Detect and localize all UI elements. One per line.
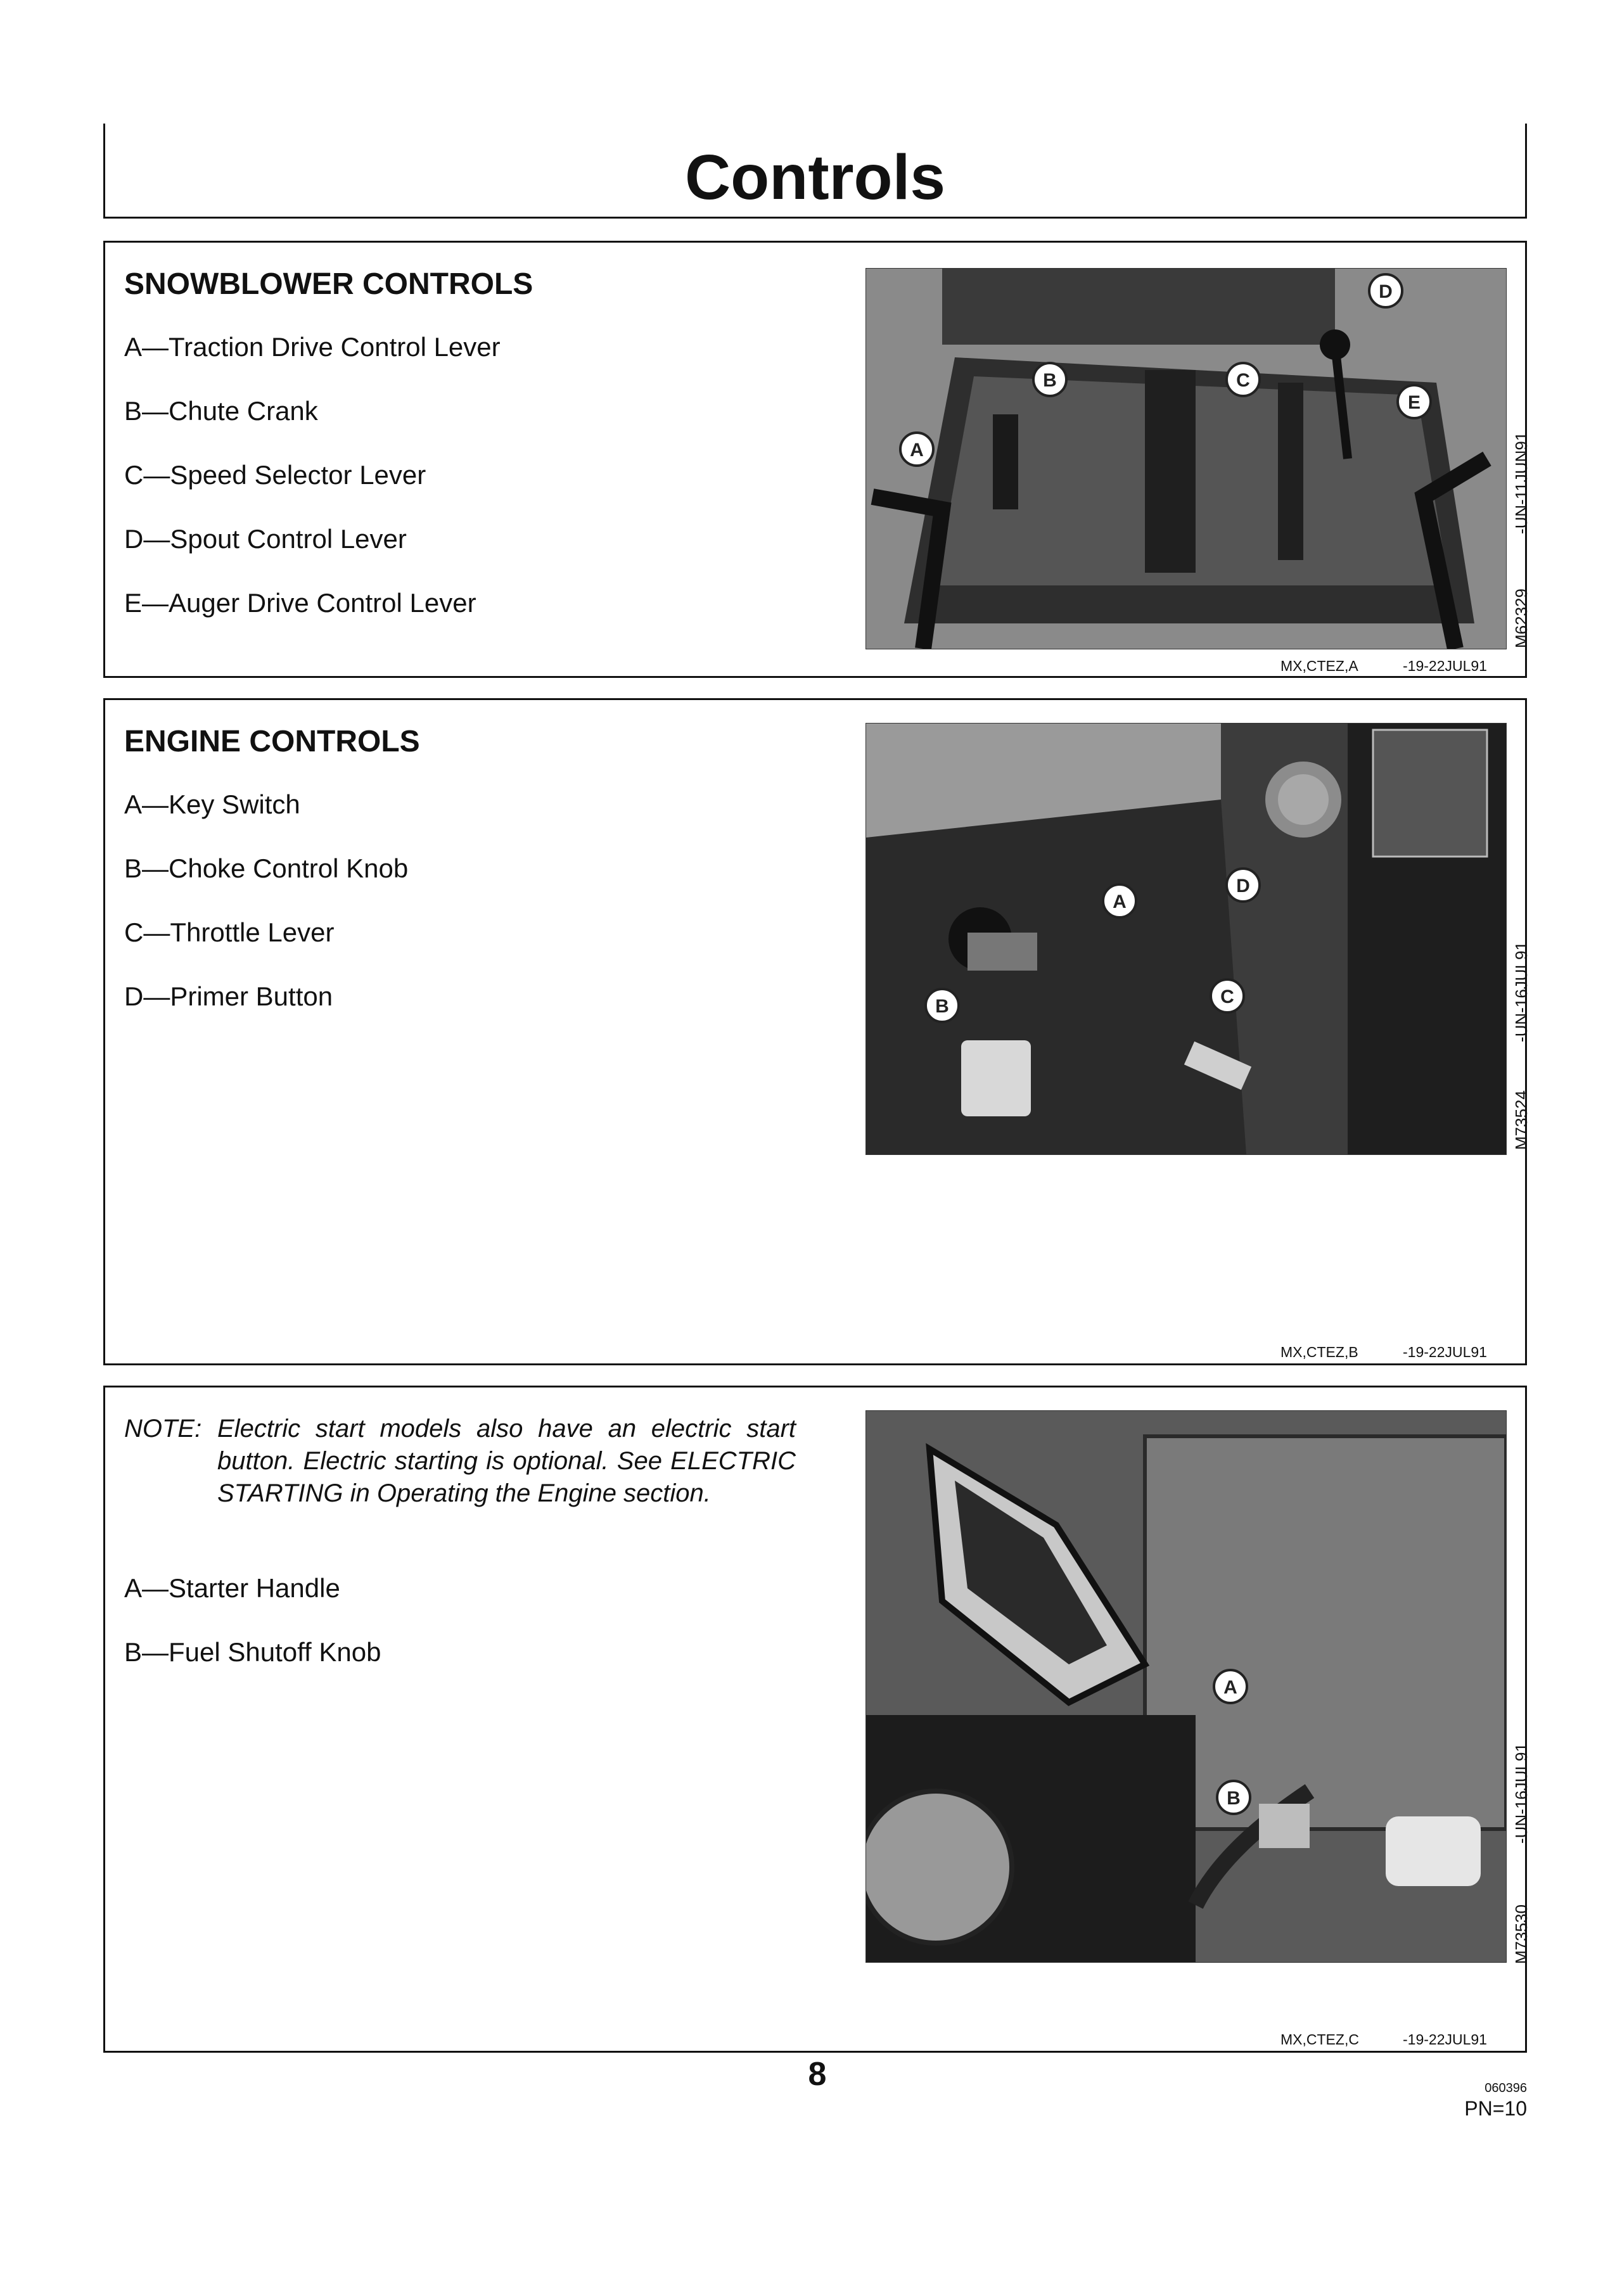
- svg-text:B: B: [1227, 1788, 1241, 1809]
- section-title: ENGINE CONTROLS: [124, 725, 420, 758]
- list-item: C—Throttle Lever: [124, 917, 335, 947]
- svg-text:A: A: [910, 440, 924, 461]
- snowblower-control-panel-photo: [865, 268, 1507, 649]
- note-label: NOTE:: [124, 1415, 202, 1443]
- callout-b: [1217, 1781, 1250, 1814]
- svg-text:D: D: [1236, 876, 1250, 896]
- image-code: M73530: [1512, 1904, 1531, 1964]
- callout-d: [1227, 869, 1260, 902]
- list-item: B—Fuel Shutoff Knob: [124, 1637, 381, 1667]
- engine-controls-section: [103, 698, 1531, 1365]
- callout-a: [900, 433, 933, 466]
- svg-text:A: A: [1223, 1677, 1237, 1698]
- image-date: -UN-16JUL91: [1512, 1743, 1531, 1844]
- engine-side-illustration: [866, 1411, 1506, 1962]
- engine-controls-photo: [865, 723, 1507, 1155]
- note-text: Electric start models also have an electric start button. Electric starting is optional. See ELECTRIC STARTING in Operating the Engine section.: [217, 1415, 796, 1507]
- panel-illustration: [866, 269, 1506, 649]
- image-date: -UN-16JUL91: [1512, 941, 1531, 1042]
- reference-date: -19-22JUL91: [1403, 1344, 1487, 1360]
- reference-code: MX,CTEZ,B: [1280, 1344, 1358, 1360]
- callout-c: [1211, 979, 1244, 1012]
- starter-fuel-section: [103, 1386, 1531, 2053]
- image-code: M73524: [1512, 1090, 1531, 1150]
- callout-c: [1227, 363, 1260, 396]
- list-item: A—Traction Drive Control Lever: [124, 332, 501, 362]
- control-list: [124, 1572, 381, 1700]
- list-item: C—Speed Selector Lever: [124, 460, 426, 490]
- callout-a: [1103, 884, 1136, 917]
- image-date: -UN-11JUN91: [1512, 431, 1531, 534]
- page-number: 8: [808, 2056, 827, 2093]
- svg-text:B: B: [1043, 370, 1057, 391]
- svg-text:D: D: [1379, 281, 1393, 302]
- list-item: A—Key Switch: [124, 789, 300, 819]
- callout-b: [1033, 363, 1066, 396]
- reference-date: -19-22JUL91: [1403, 658, 1487, 674]
- control-list: [124, 331, 501, 651]
- reference-date: -19-22JUL91: [1403, 2031, 1487, 2048]
- callout-a: [1214, 1670, 1247, 1703]
- svg-text:B: B: [935, 996, 949, 1017]
- list-item: D—Spout Control Lever: [124, 524, 407, 554]
- list-item: E—Auger Drive Control Lever: [124, 588, 476, 618]
- svg-text:C: C: [1236, 370, 1250, 391]
- list-item: D—Primer Button: [124, 981, 333, 1011]
- list-item: B—Choke Control Knob: [124, 853, 409, 883]
- svg-text:E: E: [1407, 392, 1421, 413]
- callout-d: [1369, 274, 1402, 307]
- pn-label: PN=10: [1464, 2097, 1527, 2120]
- list-item: A—Starter Handle: [124, 1573, 340, 1603]
- engine-side-photo: [865, 1410, 1507, 1963]
- title-box: [103, 124, 1527, 219]
- callout-e: [1398, 385, 1431, 418]
- engine-illustration: [866, 724, 1506, 1154]
- document-code: 060396: [1485, 2081, 1527, 2095]
- section-title: SNOWBLOWER CONTROLS: [124, 267, 533, 301]
- svg-text:A: A: [1113, 891, 1127, 912]
- callout-b: [926, 989, 959, 1022]
- page-title: Controls: [684, 142, 946, 213]
- reference-code: MX,CTEZ,A: [1280, 658, 1358, 674]
- reference-code: MX,CTEZ,C: [1280, 2031, 1359, 2048]
- image-code: M62329: [1512, 589, 1531, 648]
- control-list: [124, 789, 408, 1045]
- list-item: B—Chute Crank: [124, 396, 318, 426]
- note-paragraph: [124, 1413, 796, 1510]
- svg-text:C: C: [1220, 986, 1234, 1007]
- snowblower-controls-section: [103, 241, 1531, 678]
